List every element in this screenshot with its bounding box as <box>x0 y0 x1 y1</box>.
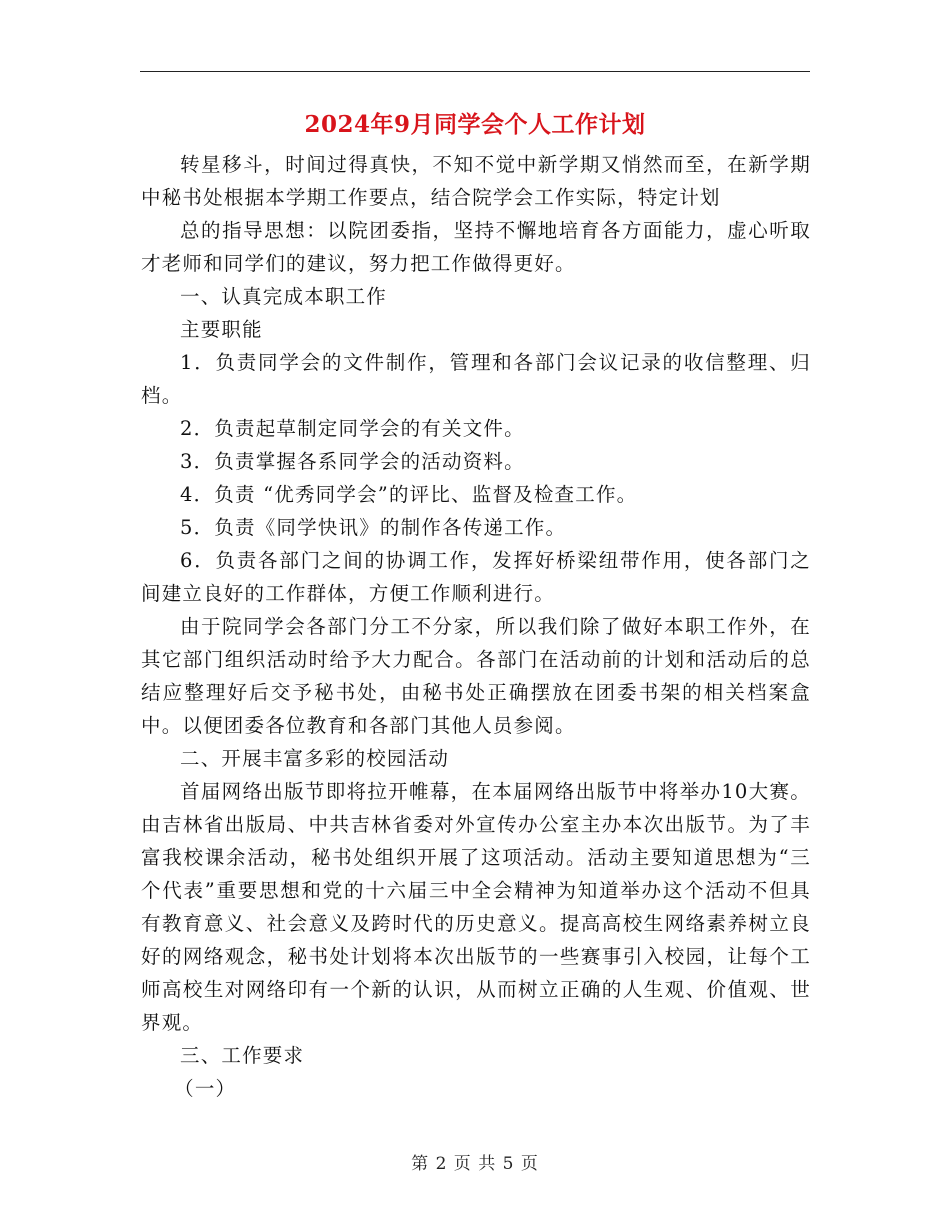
paragraph-intro: 转星移斗，时间过得真快，不知不觉中新学期又悄然而至，在新学期中秘书处根据本学期工作要点，结合院学会工作实际，特定计划 <box>141 153 811 209</box>
subsection-marker-1: （一） <box>174 1077 237 1100</box>
list-item-5: 5．负责《同学快讯》的制作各传递工作。 <box>180 516 567 539</box>
list-item-6: 6．负责各部门之间的协调工作，发挥好桥梁纽带作用，使各部门之间建立良好的工作群体，方便工作顺利进行。 <box>141 549 811 605</box>
paragraph-guiding-thought: 总的指导思想：以院团委指，坚持不懈地培育各方面能力，虚心听取才老师和同学们的建议，努力把工作做得更好。 <box>141 219 811 275</box>
section-heading-1: 一、认真完成本职工作 <box>180 285 388 308</box>
list-item-3: 3．负责掌握各系同学会的活动资料。 <box>180 450 525 473</box>
section-heading-3: 三、工作要求 <box>180 1044 305 1067</box>
list-item-1: 1．负责同学会的文件制作，管理和各部门会议记录的收信整理、归档。 <box>141 351 811 407</box>
paragraph-publishing-festival: 首届网络出版节即将拉开帷幕，在本届网络出版节中将举办10大赛。由吉林省出版局、中共吉林省委对外宣传办公室主办本次出版节。为了丰富我校课余活动，秘书处组织开展了这项活动。活动主要知道思想为“三个代表”重要思想和党的十六届三中全会精神为知道举办这个活动不但具有教育意义、社会意义及跨时代的历史意义。提高高校生网络素养树立良好的网络观念，秘书处计划将本次出版节的一些赛事引入校园，让每个工师高校生对网络印有一个新的认识，从而树立正确的人生观、价值观、世界观。 <box>141 780 811 1034</box>
section-heading-2: 二、开展丰富多彩的校园活动 <box>180 747 450 770</box>
list-item-2: 2．负责起草制定同学会的有关文件。 <box>180 417 525 440</box>
page-footer: 第 2 页 共 5 页 <box>411 1154 539 1174</box>
header-rule <box>140 71 810 72</box>
subheading-main-duties: 主要职能 <box>180 318 263 341</box>
list-item-4: 4．负责 “优秀同学会”的评比、监督及检查工作。 <box>180 483 638 506</box>
document-title: 2024年9月同学会个人工作计划 <box>304 111 646 138</box>
document-body <box>141 148 811 1105</box>
paragraph-cooperation: 由于院同学会各部门分工不分家，所以我们除了做好本职工作外，在其它部门组织活动时给予大力配合。各部门在活动前的计划和活动后的总结应整理好后交予秘书处，由秘书处正确摆放在团委书架的相关档案盒中。以便团委各位教育和各部门其他人员参阅。 <box>141 615 811 737</box>
